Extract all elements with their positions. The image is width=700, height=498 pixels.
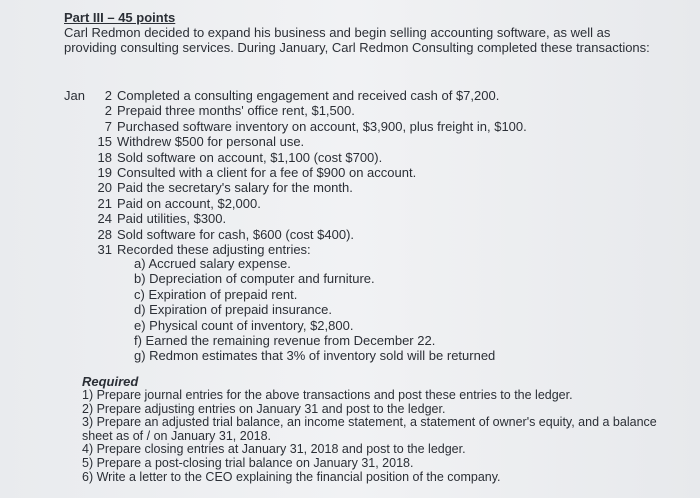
transaction-text: Sold software on account, $1,100 (cost $700). (117, 149, 383, 165)
intro-paragraph: Carl Redmon decided to expand his business and begin selling accounting software, as well as providing consulting services. During January, Carl Redmon Consulting completed these transactions: (64, 25, 650, 55)
transaction-list (64, 88, 624, 257)
required-list (82, 389, 672, 484)
transaction-day: 21 (97, 195, 112, 211)
transaction-day: 7 (104, 118, 112, 134)
transaction-row (64, 165, 624, 180)
adjusting-entry: d) Expiration of prepaid insurance. (134, 302, 333, 318)
required-heading: Required (82, 374, 139, 389)
transaction-row (64, 88, 624, 103)
transaction-row (64, 211, 624, 226)
required-item: 4) Prepare closing entries at January 31, 2018 and post to the ledger. (82, 442, 466, 457)
required-item: 5) Prepare a post-closing trial balance on January 31, 2018. (82, 455, 414, 470)
transaction-month: Jan (64, 88, 85, 103)
transaction-day: 20 (97, 180, 112, 196)
transaction-day: 19 (97, 164, 112, 180)
transaction-row (64, 242, 624, 257)
transaction-text: Consulted with a client for a fee of $900 on account. (117, 164, 417, 180)
transaction-row (64, 180, 624, 195)
transaction-day: 18 (97, 149, 112, 165)
transaction-text: Paid the secretary's salary for the month. (117, 180, 353, 196)
transaction-text: Sold software for cash, $600 (cost $400). (117, 226, 355, 242)
transaction-row (64, 196, 624, 211)
transaction-day: 2 (104, 103, 112, 119)
required-item: 1) Prepare journal entries for the above transactions and post these entries to the ledger. (82, 388, 573, 402)
transaction-row (64, 227, 624, 242)
transaction-text: Withdrew $500 for personal use. (117, 134, 305, 150)
transaction-day: 24 (97, 211, 112, 227)
adjusting-entry: a) Accrued salary expense. (134, 256, 291, 271)
adjusting-entry: b) Depreciation of computer and furniture. (134, 271, 375, 287)
transaction-text: Recorded these adjusting entries: (117, 241, 311, 257)
part-title: Part III – 45 points (64, 10, 176, 25)
transaction-row (64, 134, 624, 149)
adjusting-entries-list (134, 256, 495, 364)
adjusting-entry: e) Physical count of inventory, $2,800. (134, 317, 354, 333)
transaction-row (64, 119, 624, 134)
adjusting-entry: c) Expiration of prepaid rent. (134, 286, 298, 302)
required-item: 2) Prepare adjusting entries on January 31 and post to the ledger. (82, 401, 446, 416)
required-item: 3) Prepare an adjusted trial balance, an income statement, a statement of owner's equity, and a balance sheet as of / on January 31, 2018. (82, 415, 657, 443)
transaction-text: Paid on account, $2,000. (117, 195, 261, 211)
transaction-row (64, 150, 624, 165)
adjusting-entry: g) Redmon estimates that 3% of inventory sold will be returned (134, 348, 496, 364)
transaction-day: 2 (104, 88, 112, 103)
transaction-text: Prepaid three months' office rent, $1,500. (117, 103, 355, 119)
transaction-text: Completed a consulting engagement and received cash of $7,200. (117, 88, 500, 103)
adjusting-entry: f) Earned the remaining revenue from December 22. (134, 332, 436, 348)
transaction-row (64, 103, 624, 118)
transaction-day: 15 (97, 134, 112, 150)
transaction-day: 31 (97, 241, 112, 257)
transaction-text: Paid utilities, $300. (117, 211, 227, 227)
required-item: 6) Write a letter to the CEO explaining the financial position of the company. (82, 469, 501, 484)
transaction-text: Purchased software inventory on account, $3,900, plus freight in, $100. (117, 118, 527, 134)
transaction-day: 28 (97, 226, 112, 242)
